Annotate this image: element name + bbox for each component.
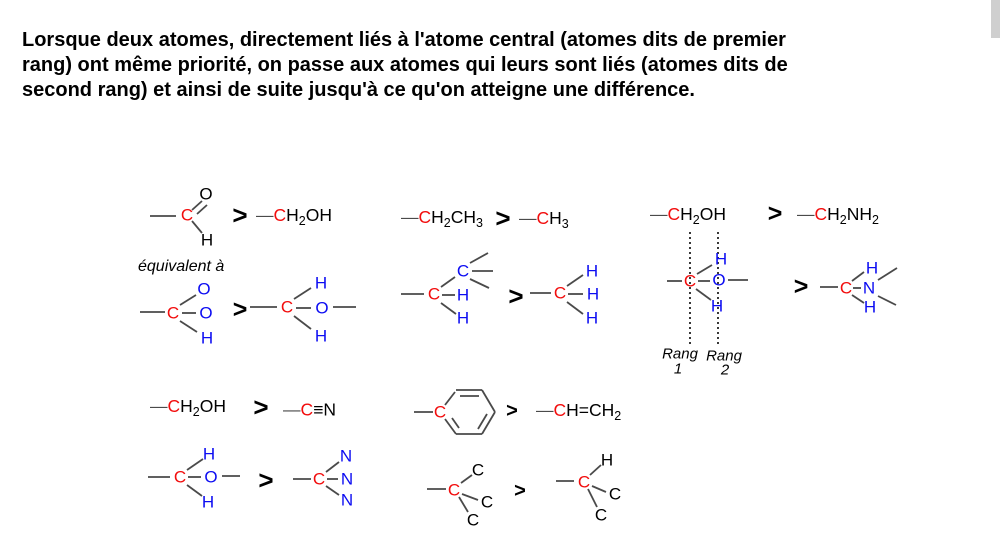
formula-part: —	[150, 395, 168, 416]
formula-ch2nh2	[797, 203, 879, 227]
atom-label-c: C	[166, 303, 180, 323]
formula-subscript: 2	[839, 212, 847, 227]
bond-line	[696, 289, 711, 300]
formula-subscript: 2	[692, 212, 700, 227]
bond-line	[180, 295, 196, 305]
bond-line	[441, 277, 455, 287]
bond-line	[470, 279, 489, 288]
formula-part: OH	[305, 204, 332, 225]
formula-part: C	[814, 203, 828, 224]
atom-label-h: H	[710, 296, 724, 316]
bond-line	[697, 265, 712, 274]
formula-subscript: 2	[614, 408, 622, 423]
atom-label-h: H	[600, 450, 614, 470]
greater-than-sign: >	[514, 480, 526, 502]
atom-label-c: C	[466, 510, 480, 530]
equivalent-a-label: équivalent à	[138, 258, 225, 275]
bond-line	[197, 205, 207, 214]
formula-part: C	[553, 399, 567, 420]
bond-line	[187, 459, 203, 470]
bond-line	[187, 485, 202, 496]
atom-label-c: C	[608, 484, 622, 504]
greater-than-sign: >	[506, 400, 518, 422]
formula-ch2oh	[150, 395, 226, 419]
atom-label-h: H	[456, 308, 470, 328]
atom-label-h: H	[456, 285, 470, 305]
formula-part: NH	[846, 203, 873, 224]
formula-part: H	[827, 203, 840, 224]
atom-label-c: C	[553, 283, 567, 303]
formula-part: ≡	[313, 399, 324, 420]
bond-line	[326, 462, 339, 472]
atom-label-h: H	[201, 492, 215, 512]
atom-label-c: C	[594, 505, 608, 525]
greater-than-sign: >	[232, 200, 248, 230]
formula-part: —	[283, 399, 301, 420]
heading-line: rang) ont même priorité, on passe aux atomes qui leurs sont liés (atomes dits de	[22, 54, 788, 76]
bond-line	[592, 486, 606, 492]
greater-than-sign: >	[508, 281, 524, 311]
formula-part: C	[273, 204, 287, 225]
atom-label-o: O	[204, 467, 218, 487]
formula-part: H	[431, 206, 444, 227]
atom-label-h: H	[202, 444, 216, 464]
atom-label-n: N	[862, 278, 876, 298]
formula-part: C	[667, 203, 681, 224]
atom-label-c: C	[280, 297, 294, 317]
scrollbar-fragment	[991, 0, 1000, 38]
atom-label-o: O	[199, 184, 213, 204]
formula-part: —	[797, 203, 815, 224]
formula-part: N	[323, 399, 336, 420]
bond-line	[590, 465, 601, 475]
rang1-number: 1	[673, 360, 683, 378]
formula-nitrile	[283, 401, 336, 419]
atom-label-n: N	[340, 469, 354, 489]
bond-line	[462, 494, 478, 500]
bond-line	[878, 268, 897, 280]
atom-label-c: C	[471, 460, 485, 480]
bond-line	[445, 392, 455, 405]
bond-line	[470, 253, 488, 263]
atom-label-h: H	[585, 308, 599, 328]
formula-ch3	[519, 207, 569, 231]
atom-label-c: C	[433, 402, 447, 422]
bond-line	[482, 390, 495, 412]
formula-part: —	[519, 207, 537, 228]
formula-part: C	[418, 206, 432, 227]
formula-ch2ch3	[401, 206, 483, 230]
atom-label-c: C	[427, 284, 441, 304]
formula-ch2oh	[256, 204, 332, 228]
greater-than-sign: >	[232, 295, 248, 324]
formula-part: H	[286, 204, 299, 225]
formula-part: C	[167, 395, 181, 416]
formula-part: =	[578, 399, 590, 420]
greater-than-sign: >	[253, 392, 269, 422]
bond-line	[294, 316, 311, 329]
formula-vinyl	[536, 399, 622, 423]
atom-label-c: C	[173, 467, 187, 487]
formula-ch2oh	[650, 203, 726, 227]
greater-than-sign: >	[258, 465, 274, 495]
formula-subscript: 2	[192, 404, 200, 419]
formula-part: H	[680, 203, 693, 224]
formula-part: OH	[199, 395, 226, 416]
formula-subscript: 3	[476, 215, 483, 230]
atom-label-h: H	[585, 261, 599, 281]
formula-subscript: 3	[561, 216, 569, 231]
atom-label-c: C	[839, 278, 853, 298]
greater-than-sign: >	[495, 203, 511, 233]
bond-line	[294, 288, 311, 299]
bond-line	[482, 412, 495, 434]
heading-line: Lorsque deux atomes, directement liés à l'atome central (atomes dits de premier	[22, 29, 786, 51]
atom-label-h: H	[865, 258, 879, 278]
rang2-number: 2	[720, 361, 730, 379]
formula-subscript: 2	[443, 215, 451, 230]
greater-than-sign: >	[767, 199, 783, 228]
atom-label-c: C	[456, 261, 470, 281]
atom-label-c: C	[480, 492, 494, 512]
atom-label-c: C	[180, 205, 194, 225]
formula-part: H	[549, 207, 562, 228]
atom-label-h: H	[586, 284, 600, 304]
bond-line	[588, 489, 597, 507]
formula-part: —	[256, 204, 274, 225]
atom-label-h: H	[200, 328, 214, 348]
formula-part: —	[401, 206, 419, 227]
formula-part: C	[536, 207, 550, 228]
bond-line	[567, 275, 583, 286]
atom-label-h: H	[314, 273, 328, 293]
bond-line	[461, 475, 472, 483]
greater-than-sign: >	[793, 272, 809, 301]
bond-line	[441, 303, 456, 314]
formula-part: H	[180, 395, 193, 416]
bond-line	[180, 321, 197, 332]
atom-label-o: O	[712, 270, 726, 290]
rang1-label: Rang	[662, 345, 698, 363]
atom-label-h: H	[200, 230, 214, 250]
atom-label-n: N	[339, 446, 353, 466]
atom-label-o: O	[315, 298, 329, 318]
formula-subscript: 2	[872, 212, 879, 227]
formula-part: CH	[450, 206, 477, 227]
bond-line	[452, 418, 459, 428]
atom-label-c: C	[447, 480, 461, 500]
atom-label-h: H	[863, 297, 877, 317]
bond-line	[567, 302, 583, 314]
atom-label-h: H	[714, 249, 728, 269]
atom-label-o: O	[197, 279, 211, 299]
formula-part: C	[300, 399, 314, 420]
bond-line	[326, 486, 339, 495]
atom-label-c: C	[312, 469, 326, 489]
atom-label-c: C	[683, 271, 697, 291]
formula-part: OH	[699, 203, 726, 224]
rang2-label: Rang	[706, 347, 742, 365]
formula-part: —	[536, 399, 554, 420]
atom-label-o: O	[199, 303, 213, 323]
formula-part: —	[650, 203, 668, 224]
formula-part: H	[566, 399, 579, 420]
heading-line: second rang) et ainsi de suite jusqu'à ce qu'on atteigne une différence.	[22, 79, 695, 101]
atom-label-c: C	[577, 472, 591, 492]
formula-part: CH	[589, 399, 615, 420]
formula-subscript: 2	[298, 213, 306, 228]
atom-label-h: H	[314, 326, 328, 346]
atom-label-n: N	[340, 490, 354, 510]
bond-line	[878, 296, 896, 305]
